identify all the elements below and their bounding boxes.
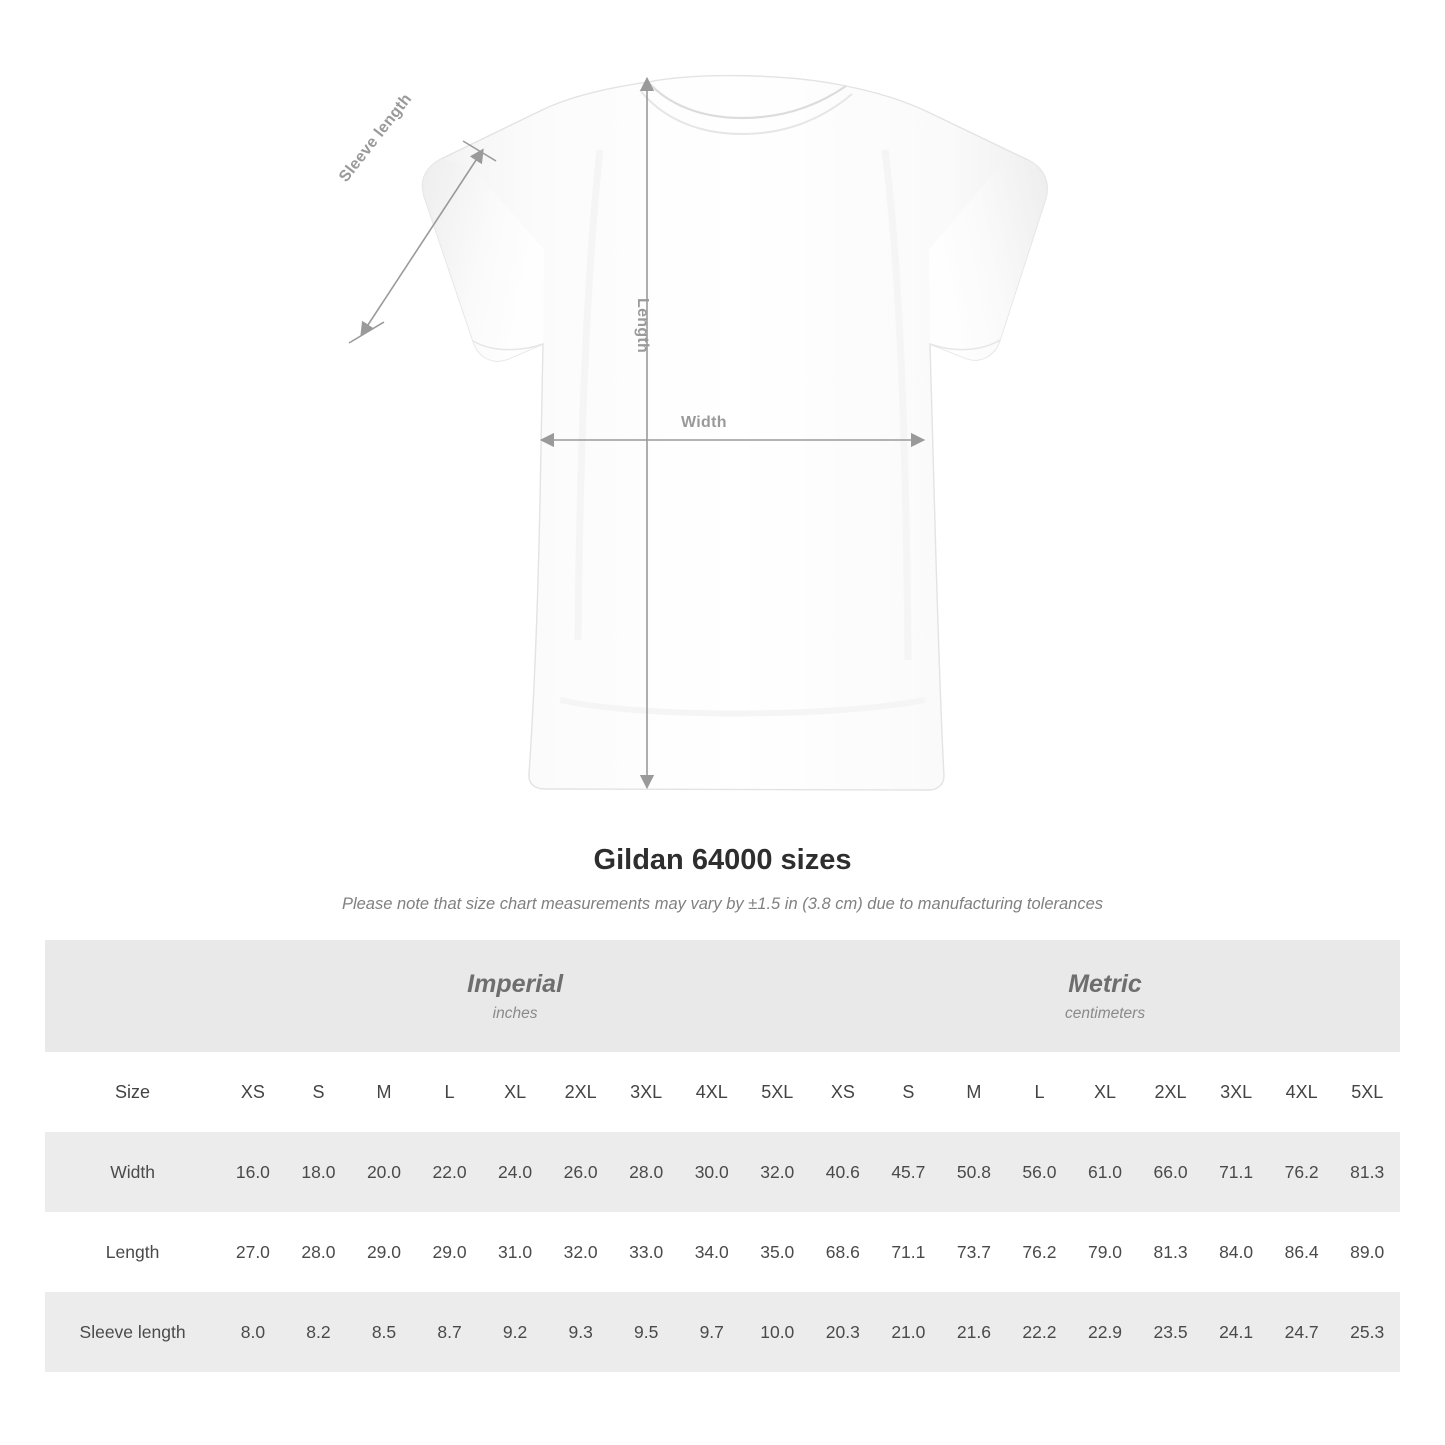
size-column-header: 2XL <box>1138 1052 1204 1132</box>
measurement-cell: 24.1 <box>1203 1292 1269 1372</box>
unit-group-metric-name: Metric <box>1068 970 1142 999</box>
size-column-header: XS <box>220 1052 286 1132</box>
size-chart-table-wrap <box>45 940 1400 1372</box>
unit-header-spacer <box>45 940 220 1052</box>
measurement-cell: 28.0 <box>613 1132 679 1212</box>
measurement-cell: 24.7 <box>1269 1292 1335 1372</box>
unit-group-metric <box>810 940 1400 1052</box>
measurement-cell: 22.0 <box>417 1132 483 1212</box>
size-column-header: L <box>1007 1052 1073 1132</box>
measurement-cell: 9.5 <box>613 1292 679 1372</box>
measurement-cell: 35.0 <box>745 1212 811 1292</box>
size-chart-table <box>45 940 1400 1372</box>
size-column-header: S <box>876 1052 942 1132</box>
width-label: Width <box>681 414 727 431</box>
measurement-cell: 56.0 <box>1007 1132 1073 1212</box>
measurement-cell: 73.7 <box>941 1212 1007 1292</box>
size-column-header: XL <box>1072 1052 1138 1132</box>
measurement-cell: 25.3 <box>1334 1292 1400 1372</box>
measurement-cell: 61.0 <box>1072 1132 1138 1212</box>
size-column-header: M <box>351 1052 417 1132</box>
size-column-header: 4XL <box>679 1052 745 1132</box>
size-column-header: 5XL <box>745 1052 811 1132</box>
measurement-cell: 86.4 <box>1269 1212 1335 1292</box>
size-column-header: M <box>941 1052 1007 1132</box>
measurement-cell: 30.0 <box>679 1132 745 1212</box>
measurement-cell: 26.0 <box>548 1132 614 1212</box>
table-row <box>45 1292 1400 1372</box>
measurement-cell: 9.3 <box>548 1292 614 1372</box>
measurement-cell: 50.8 <box>941 1132 1007 1212</box>
measurement-cell: 10.0 <box>745 1292 811 1372</box>
table-row <box>45 1132 1400 1212</box>
length-label: Length <box>634 298 651 354</box>
measurement-cell: 40.6 <box>810 1132 876 1212</box>
measurement-cell: 79.0 <box>1072 1212 1138 1292</box>
measurement-cell: 9.2 <box>482 1292 548 1372</box>
measurement-cell: 20.0 <box>351 1132 417 1212</box>
size-column-header: 2XL <box>548 1052 614 1132</box>
measurement-cell: 81.3 <box>1138 1212 1204 1292</box>
row-label: Length <box>45 1212 220 1292</box>
measurement-cell: 24.0 <box>482 1132 548 1212</box>
unit-header-row <box>45 940 1400 1052</box>
size-column-header: 3XL <box>613 1052 679 1132</box>
measurement-cell: 76.2 <box>1269 1132 1335 1212</box>
unit-group-imperial-name: Imperial <box>467 970 564 999</box>
unit-group-imperial <box>220 940 810 1052</box>
measurement-cell: 16.0 <box>220 1132 286 1212</box>
page-title: Gildan 64000 sizes <box>593 844 852 876</box>
row-label: Width <box>45 1132 220 1212</box>
measurement-cell: 32.0 <box>548 1212 614 1292</box>
size-row-label: Size <box>45 1052 220 1132</box>
measurement-cell: 33.0 <box>613 1212 679 1292</box>
size-column-header: S <box>286 1052 352 1132</box>
measurement-cell: 8.0 <box>220 1292 286 1372</box>
table-row <box>45 1212 1400 1292</box>
size-column-header: XS <box>810 1052 876 1132</box>
unit-group-imperial-sub: inches <box>492 1004 538 1022</box>
measurement-cell: 32.0 <box>745 1132 811 1212</box>
measurement-cell: 20.3 <box>810 1292 876 1372</box>
measurement-cell: 89.0 <box>1334 1212 1400 1292</box>
measurement-cell: 45.7 <box>876 1132 942 1212</box>
title-block <box>0 844 1445 914</box>
measurement-cell: 29.0 <box>417 1212 483 1292</box>
size-column-header: 3XL <box>1203 1052 1269 1132</box>
row-label: Sleeve length <box>45 1292 220 1372</box>
measurement-cell: 71.1 <box>1203 1132 1269 1212</box>
sleeve-length-label: Sleeve length <box>336 90 416 186</box>
size-column-header: XL <box>482 1052 548 1132</box>
measurement-cell: 34.0 <box>679 1212 745 1292</box>
measurement-cell: 66.0 <box>1138 1132 1204 1212</box>
measurement-cell: 27.0 <box>220 1212 286 1292</box>
measurement-cell: 76.2 <box>1007 1212 1073 1292</box>
size-column-header: L <box>417 1052 483 1132</box>
measurement-cell: 31.0 <box>482 1212 548 1292</box>
measurement-cell: 29.0 <box>351 1212 417 1292</box>
measurement-cell: 23.5 <box>1138 1292 1204 1372</box>
size-header-row <box>45 1052 1400 1132</box>
measurement-cell: 9.7 <box>679 1292 745 1372</box>
measurement-cell: 21.6 <box>941 1292 1007 1372</box>
measurement-cell: 8.7 <box>417 1292 483 1372</box>
unit-group-metric-sub: centimeters <box>1064 1004 1146 1022</box>
measurement-cell: 22.2 <box>1007 1292 1073 1372</box>
measurement-cell: 28.0 <box>286 1212 352 1292</box>
measurement-cell: 71.1 <box>876 1212 942 1292</box>
measurement-cell: 8.2 <box>286 1292 352 1372</box>
measurement-cell: 84.0 <box>1203 1212 1269 1292</box>
measurement-cell: 18.0 <box>286 1132 352 1212</box>
measurement-cell: 8.5 <box>351 1292 417 1372</box>
measurement-cell: 22.9 <box>1072 1292 1138 1372</box>
measurement-cell: 81.3 <box>1334 1132 1400 1212</box>
size-column-header: 5XL <box>1334 1052 1400 1132</box>
measurement-cell: 68.6 <box>810 1212 876 1292</box>
size-column-header: 4XL <box>1269 1052 1335 1132</box>
tolerance-note: Please note that size chart measurements may vary by ±1.5 in (3.8 cm) due to manufacturing tolerances <box>341 895 1104 913</box>
measurement-cell: 21.0 <box>876 1292 942 1372</box>
